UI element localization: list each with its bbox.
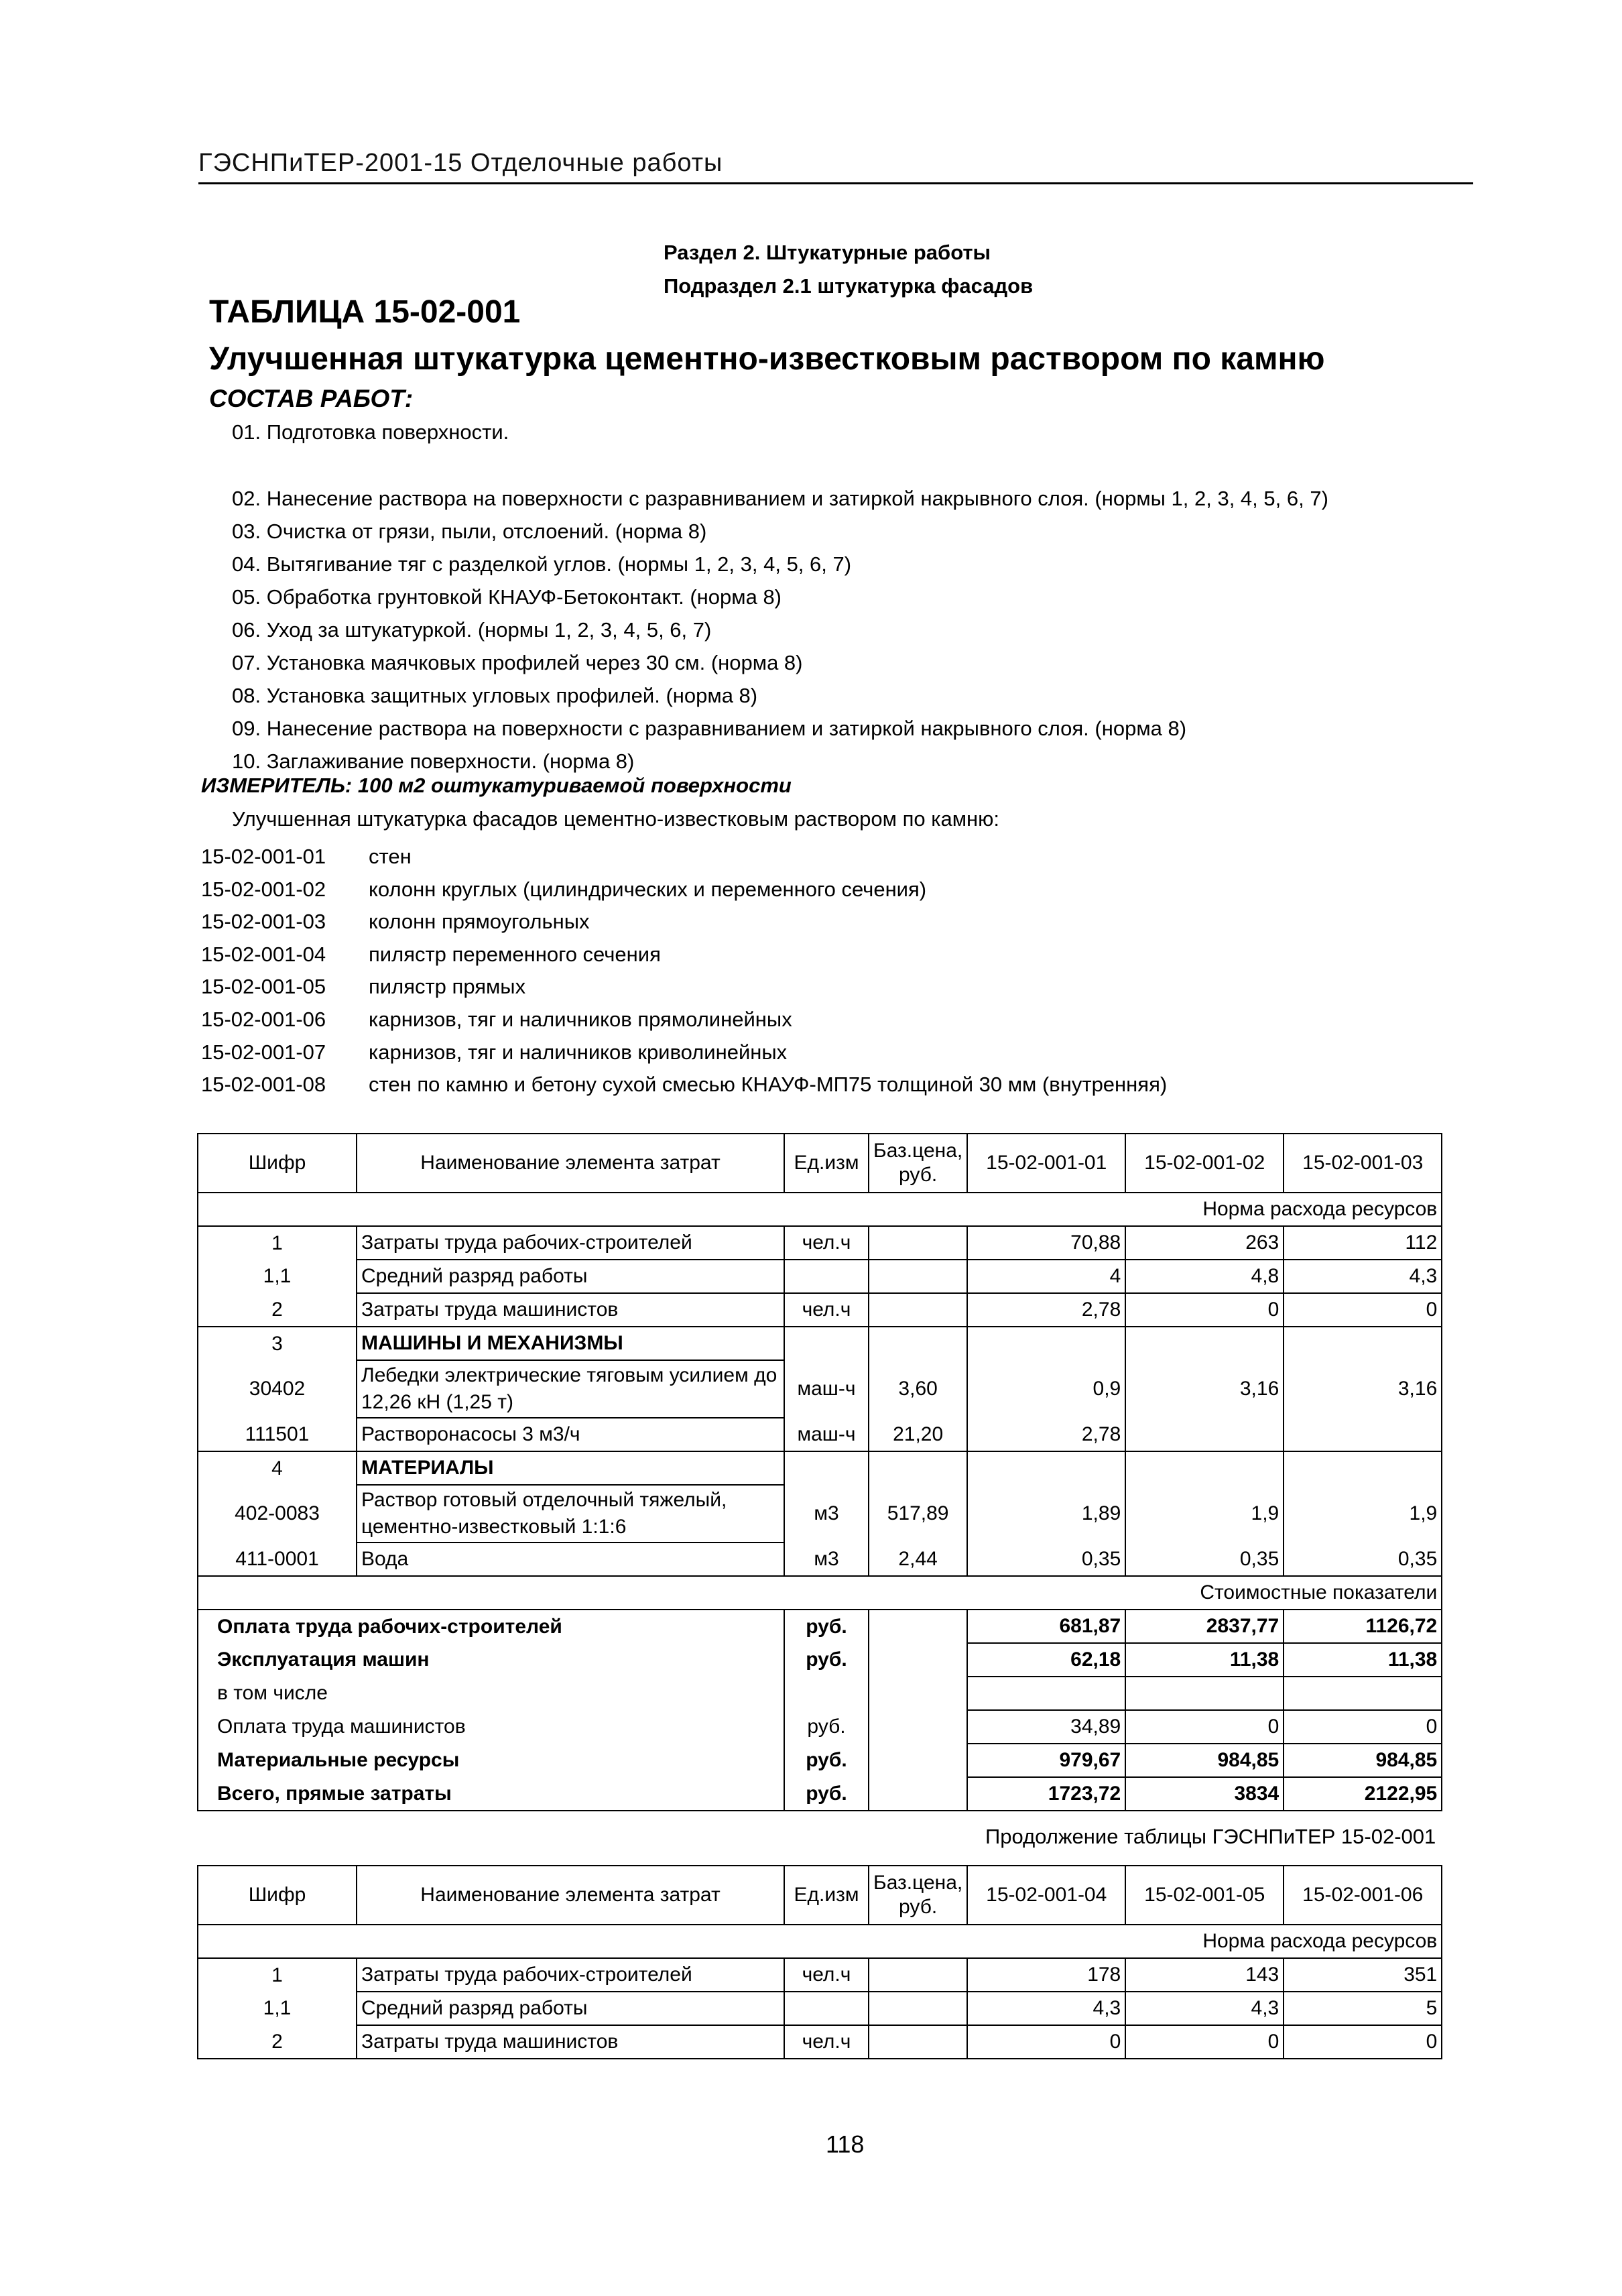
cell-v2 [1125, 1451, 1284, 1485]
page-number: 118 [826, 2130, 865, 2158]
norm-label-row [198, 1925, 1442, 1958]
cost-v1: 34,89 [967, 1710, 1125, 1744]
cell-code: 1,1 [198, 1260, 357, 1293]
cell-v1: 0 [967, 2025, 1125, 2059]
cell-v2: 263 [1125, 1226, 1284, 1260]
code: 15-02-001-07 [201, 1040, 326, 1064]
code-item [201, 971, 1167, 1004]
col-header-c1: 15-02-001-04 [967, 1866, 1125, 1925]
cell-v2: 3,16 [1125, 1360, 1284, 1418]
cell-code: 411-0001 [198, 1543, 357, 1576]
continuation-title: Продолжение таблицы ГЭСНПиТЕР 15-02-001 [985, 1825, 1436, 1848]
cost-name: Оплата труда рабочих-строителей [198, 1610, 784, 1643]
cell-code: 1 [198, 1226, 357, 1260]
cost-row [198, 1777, 1442, 1811]
cell-v3: 0 [1284, 2025, 1442, 2059]
cell-v2: 0 [1125, 1293, 1284, 1327]
cell-unit [784, 1451, 869, 1485]
cell-unit: м3 [784, 1543, 869, 1576]
cell-v3: 0 [1284, 1293, 1442, 1327]
cell-v1: 4,3 [967, 1992, 1125, 2025]
code: 15-02-001-01 [201, 845, 326, 868]
work-item: 06. Уход за штукатуркой. (нормы 1, 2, 3, 4, 5, 6, 7) [232, 618, 712, 642]
cell-v3: 351 [1284, 1958, 1442, 1992]
cost-row [198, 1677, 1442, 1710]
cell-unit: чел.ч [784, 1958, 869, 1992]
work-item: 01. Подготовка поверхности. [232, 420, 509, 444]
cell-name: Лебедки электрические тяговым усилием до 12,26 кН (1,25 т) [357, 1360, 784, 1418]
work-item: 02. Нанесение раствора на поверхности с разравниванием и затиркой накрывного слоя. (нормы 1, 2, 3, 4, 5, 6, 7) [232, 487, 1328, 510]
col-header-c2: 15-02-001-05 [1125, 1866, 1284, 1925]
cell-name: Средний разряд работы [357, 1260, 784, 1293]
cost-v3 [1284, 1677, 1442, 1710]
cell-price: 2,44 [869, 1543, 967, 1576]
header-rule [198, 182, 1473, 184]
cell-v2 [1125, 1418, 1284, 1451]
cell-name: Затраты труда рабочих-строителей [357, 1226, 784, 1260]
table-id: ТАБЛИЦА 15-02-001 [209, 294, 521, 330]
resource-table-1 [197, 1133, 1442, 1811]
col-header-c1: 15-02-001-01 [967, 1134, 1125, 1193]
cost-v2: 984,85 [1125, 1744, 1284, 1777]
cost-unit: руб. [784, 1744, 869, 1777]
col-header-price: Баз.цена, руб. [869, 1866, 967, 1925]
cost-row [198, 1710, 1442, 1744]
table-row [198, 1260, 1442, 1293]
cost-v1: 979,67 [967, 1744, 1125, 1777]
work-composition-label: СОСТАВ РАБОТ: [209, 385, 414, 412]
table-row [198, 1418, 1442, 1451]
table-row [198, 1485, 1442, 1543]
section-title: Раздел 2. Штукатурные работы [664, 241, 991, 264]
cell-name: Затраты труда машинистов [357, 2025, 784, 2059]
cost-v3: 11,38 [1284, 1643, 1442, 1677]
cost-v2: 11,38 [1125, 1643, 1284, 1677]
cell-name: Растворонасосы 3 м3/ч [357, 1418, 784, 1451]
norm-label-row [198, 1193, 1442, 1226]
cell-code: 3 [198, 1327, 357, 1360]
cell-name: Затраты труда машинистов [357, 1293, 784, 1327]
cell-v1: 4 [967, 1260, 1125, 1293]
cost-v3: 1126,72 [1284, 1610, 1442, 1643]
cell-price: 517,89 [869, 1485, 967, 1543]
col-header-name: Наименование элемента затрат [357, 1866, 784, 1925]
code-desc: колонн прямоугольных [369, 910, 590, 934]
cell-name: Раствор готовый отделочный тяжелый, цементно-известковый 1:1:6 [357, 1485, 784, 1543]
cost-price [869, 1643, 967, 1677]
col-header-code: Шифр [198, 1134, 357, 1193]
cost-v1: 1723,72 [967, 1777, 1125, 1811]
col-header-c2: 15-02-001-02 [1125, 1134, 1284, 1193]
cell-code: 2 [198, 2025, 357, 2059]
cost-v1: 681,87 [967, 1610, 1125, 1643]
cell-price [869, 1958, 967, 1992]
cell-name: Средний разряд работы [357, 1992, 784, 2025]
cell-code: 111501 [198, 1418, 357, 1451]
cell-unit [784, 1992, 869, 2025]
cell-v1 [967, 1327, 1125, 1360]
section-titles [664, 236, 1033, 303]
cell-price [869, 1992, 967, 2025]
cell-name: МАТЕРИАЛЫ [357, 1451, 784, 1485]
cost-v2 [1125, 1677, 1284, 1710]
cost-name: Материальные ресурсы [198, 1744, 784, 1777]
cell-unit: чел.ч [784, 1226, 869, 1260]
cell-v3: 5 [1284, 1992, 1442, 2025]
cost-price [869, 1777, 967, 1811]
code-desc: карнизов, тяг и наличников прямолинейных [369, 1007, 792, 1031]
cell-v3 [1284, 1451, 1442, 1485]
cost-label-row [198, 1576, 1442, 1610]
code-desc: карнизов, тяг и наличников криволинейных [369, 1040, 788, 1064]
cost-v3: 0 [1284, 1710, 1442, 1744]
work-item: 04. Вытягивание тяг с разделкой углов. (нормы 1, 2, 3, 4, 5, 6, 7) [232, 552, 852, 576]
col-header-unit: Ед.изм [784, 1866, 869, 1925]
work-item: 09. Нанесение раствора на поверхности с разравниванием и затиркой накрывного слоя. (норма 8) [232, 717, 1187, 740]
cost-v1 [967, 1677, 1125, 1710]
cell-price [869, 1260, 967, 1293]
cell-v1: 178 [967, 1958, 1125, 1992]
code-desc: пилястр прямых [369, 975, 526, 999]
cell-v2: 0 [1125, 2025, 1284, 2059]
cell-price [869, 2025, 967, 2059]
cell-v1: 0,9 [967, 1360, 1125, 1418]
cost-unit: руб. [784, 1710, 869, 1744]
cell-price [869, 1451, 967, 1485]
cell-code: 1 [198, 1958, 357, 1992]
code: 15-02-001-02 [201, 877, 326, 901]
work-item: 03. Очистка от грязи, пыли, отслоений. (норма 8) [232, 520, 707, 543]
table-heading: Улучшенная штукатурка цементно-известковым раствором по камню [209, 341, 1325, 377]
cell-unit: м3 [784, 1485, 869, 1543]
cell-code: 30402 [198, 1360, 357, 1418]
cost-row [198, 1643, 1442, 1677]
codes-intro: Улучшенная штукатурка фасадов цементно-известковым раствором по камню: [232, 807, 999, 831]
table-row [198, 1360, 1442, 1418]
code-desc: стен по камню и бетону сухой смесью КНАУФ-МП75 толщиной 30 мм (внутренняя) [369, 1073, 1168, 1097]
cell-code: 2 [198, 1293, 357, 1327]
table-row [198, 1327, 1442, 1360]
cell-v3: 4,3 [1284, 1260, 1442, 1293]
cell-unit: маш-ч [784, 1418, 869, 1451]
subsection-title: Подраздел 2.1 штукатурка фасадов [664, 274, 1034, 298]
cell-price: 21,20 [869, 1418, 967, 1451]
running-header: ГЭСНПиТЕР-2001-15 Отделочные работы [198, 149, 723, 177]
cost-v3: 984,85 [1284, 1744, 1442, 1777]
cell-v3 [1284, 1418, 1442, 1451]
code-item [201, 841, 1167, 873]
cell-v3 [1284, 1327, 1442, 1360]
table-row [198, 2025, 1442, 2059]
cell-name: МАШИНЫ И МЕХАНИЗМЫ [357, 1327, 784, 1360]
col-header-unit: Ед.изм [784, 1134, 869, 1193]
code: 15-02-001-06 [201, 1007, 326, 1031]
cost-row [198, 1744, 1442, 1777]
cell-price: 3,60 [869, 1360, 967, 1418]
table-row [198, 1293, 1442, 1327]
code-list [201, 841, 1167, 1101]
table-row [198, 1451, 1442, 1485]
cell-v2: 143 [1125, 1958, 1284, 1992]
cost-unit [784, 1677, 869, 1710]
code: 15-02-001-05 [201, 975, 326, 999]
cost-unit: руб. [784, 1643, 869, 1677]
code-item [201, 906, 1167, 939]
col-header-price: Баз.цена, руб. [869, 1134, 967, 1193]
cell-v1: 1,89 [967, 1485, 1125, 1543]
code-item [201, 1036, 1167, 1069]
cell-unit [784, 1327, 869, 1360]
cell-name: Вода [357, 1543, 784, 1576]
work-item: 05. Обработка грунтовкой КНАУФ-Бетоконтакт. (норма 8) [232, 585, 782, 609]
code: 15-02-001-03 [201, 910, 326, 934]
table-header-row [198, 1134, 1442, 1193]
cell-v3: 3,16 [1284, 1360, 1442, 1418]
cell-unit: чел.ч [784, 1293, 869, 1327]
cost-v2: 3834 [1125, 1777, 1284, 1811]
cell-v1: 2,78 [967, 1293, 1125, 1327]
cell-v3: 0,35 [1284, 1543, 1442, 1576]
cell-code: 1,1 [198, 1992, 357, 2025]
code-desc: стен [369, 845, 412, 868]
code-item [201, 873, 1167, 906]
cost-unit: руб. [784, 1610, 869, 1643]
cell-v2: 4,3 [1125, 1992, 1284, 2025]
code-item [201, 939, 1167, 971]
code-item [201, 1069, 1167, 1101]
cell-v2: 4,8 [1125, 1260, 1284, 1293]
cell-v3: 112 [1284, 1226, 1442, 1260]
measure-unit: ИЗМЕРИТЕЛЬ: 100 м2 оштукатуриваемой поверхности [201, 774, 792, 797]
cost-v2: 2837,77 [1125, 1610, 1284, 1643]
cost-price [869, 1610, 967, 1643]
cell-v1 [967, 1451, 1125, 1485]
norm-label: Норма расхода ресурсов [198, 1925, 1442, 1958]
code-item [201, 1004, 1167, 1036]
cost-v3: 2122,95 [1284, 1777, 1442, 1811]
norm-label: Норма расхода ресурсов [198, 1193, 1442, 1226]
work-list [232, 416, 1328, 778]
code: 15-02-001-08 [201, 1073, 326, 1097]
cost-row [198, 1610, 1442, 1643]
cell-code: 402-0083 [198, 1485, 357, 1543]
cost-name: Эксплуатация машин [198, 1643, 784, 1677]
cell-price [869, 1327, 967, 1360]
work-item: 08. Установка защитных угловых профилей. (норма 8) [232, 684, 758, 707]
cost-name: Оплата труда машинистов [198, 1710, 784, 1744]
cost-price [869, 1710, 967, 1744]
col-header-c3: 15-02-001-03 [1284, 1134, 1442, 1193]
cost-price [869, 1744, 967, 1777]
cell-v1: 70,88 [967, 1226, 1125, 1260]
cell-unit: маш-ч [784, 1360, 869, 1418]
cost-label: Стоимостные показатели [198, 1576, 1442, 1610]
work-item: 10. Заглаживание поверхности. (норма 8) [232, 749, 635, 773]
table-row [198, 1543, 1442, 1576]
cell-code: 4 [198, 1451, 357, 1485]
cost-name: в том числе [198, 1677, 784, 1710]
cell-v2 [1125, 1327, 1284, 1360]
cell-v2: 0,35 [1125, 1543, 1284, 1576]
cell-price [869, 1293, 967, 1327]
table-row [198, 1992, 1442, 2025]
col-header-c3: 15-02-001-06 [1284, 1866, 1442, 1925]
cost-v1: 62,18 [967, 1643, 1125, 1677]
table-row [198, 1226, 1442, 1260]
resource-table-2 [197, 1865, 1442, 2059]
code-desc: пилястр переменного сечения [369, 942, 661, 966]
cell-name: Затраты труда рабочих-строителей [357, 1958, 784, 1992]
code-desc: колонн круглых (цилиндрических и переменного сечения) [369, 877, 927, 901]
cost-price [869, 1677, 967, 1710]
code: 15-02-001-04 [201, 942, 326, 966]
col-header-name: Наименование элемента затрат [357, 1134, 784, 1193]
cell-v1: 2,78 [967, 1418, 1125, 1451]
cell-v1: 0,35 [967, 1543, 1125, 1576]
cost-name: Всего, прямые затраты [198, 1777, 784, 1811]
work-item: 07. Установка маячковых профилей через 30 см. (норма 8) [232, 651, 803, 674]
cell-unit [784, 1260, 869, 1293]
cell-v2: 1,9 [1125, 1485, 1284, 1543]
cost-v2: 0 [1125, 1710, 1284, 1744]
cell-price [869, 1226, 967, 1260]
cell-v3: 1,9 [1284, 1485, 1442, 1543]
table-header-row [198, 1866, 1442, 1925]
col-header-code: Шифр [198, 1866, 357, 1925]
table-row [198, 1958, 1442, 1992]
cell-unit: чел.ч [784, 2025, 869, 2059]
cost-unit: руб. [784, 1777, 869, 1811]
